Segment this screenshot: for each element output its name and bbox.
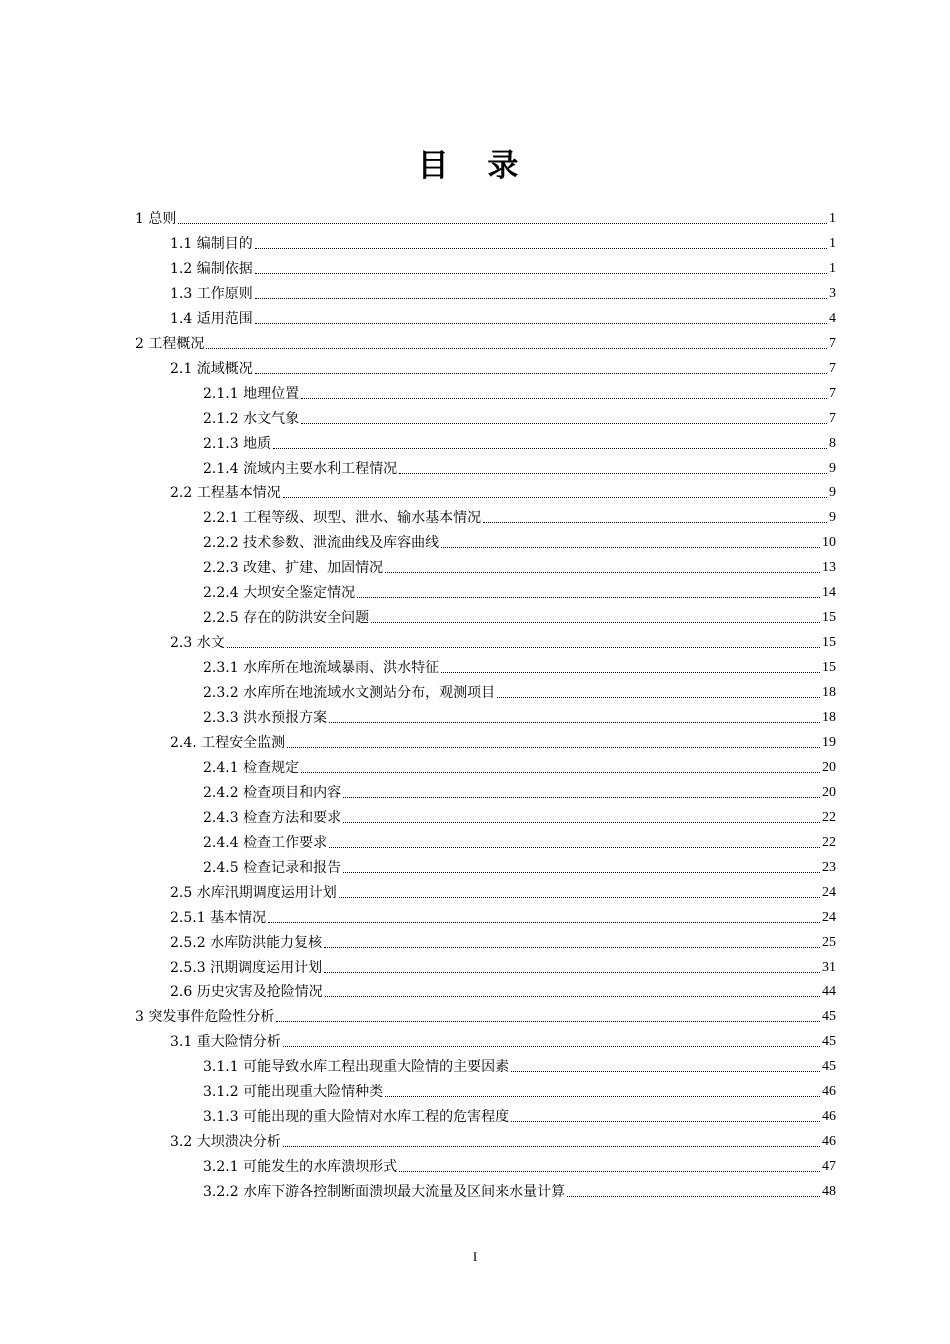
toc-entry-page: 24	[822, 884, 836, 900]
toc-entry[interactable]	[135, 208, 836, 230]
toc-entry-page: 25	[822, 934, 836, 950]
toc-entry-label: 2.5 水库汛期调度运用计划	[170, 884, 337, 901]
toc-leader-dots	[268, 920, 820, 923]
toc-leader-dots	[441, 670, 820, 673]
toc-entry[interactable]	[170, 258, 836, 280]
toc-entry[interactable]	[170, 882, 836, 904]
toc-entry-label: 2.2.4 大坝安全鉴定情况	[203, 585, 356, 602]
toc-entry[interactable]	[170, 932, 836, 954]
toc-entry-page: 8	[829, 435, 836, 451]
toc-entry[interactable]	[203, 458, 836, 480]
toc-entry-page: 45	[822, 1034, 836, 1050]
toc-entry-label: 3.2.1 可能发生的水库溃坝形式	[203, 1159, 398, 1176]
toc-entry[interactable]	[203, 1106, 836, 1128]
page-number: I	[472, 1249, 478, 1264]
toc-entry-page: 1	[829, 260, 836, 276]
toc-entry-page: 20	[822, 784, 836, 800]
toc-entry-label: 2.6 历史灾害及抢险情况	[170, 984, 323, 1001]
toc-entry-label: 2.2.5 存在的防洪安全问题	[203, 610, 370, 627]
toc-entry[interactable]	[170, 957, 836, 979]
toc-entry[interactable]	[203, 607, 836, 629]
toc-entry[interactable]	[203, 507, 836, 529]
toc-entry[interactable]	[203, 557, 836, 579]
toc-leader-dots	[283, 1044, 820, 1047]
toc-entry-label: 3 突发事件危险性分析	[135, 1009, 275, 1026]
toc-entry-page: 45	[822, 1059, 836, 1075]
toc-entry[interactable]	[170, 732, 836, 754]
toc-entry[interactable]	[203, 657, 836, 679]
toc-entry-label: 2.1 流域概况	[170, 360, 253, 377]
toc-entry[interactable]	[203, 782, 836, 804]
toc-entry-page: 13	[822, 560, 836, 576]
toc-entry-page: 15	[822, 635, 836, 651]
toc-entry[interactable]	[135, 333, 836, 355]
toc-entry-label: 3.2 大坝溃决分析	[170, 1134, 281, 1151]
toc-entry-page: 1	[829, 211, 836, 226]
toc-entry[interactable]	[203, 857, 836, 879]
toc-entry-page: 47	[822, 1159, 836, 1175]
toc-entry-page: 15	[822, 660, 836, 676]
toc-entry-label: 1.1 编制目的	[170, 235, 253, 252]
toc-leader-dots	[227, 645, 820, 648]
toc-entry-page: 14	[822, 585, 836, 601]
toc-leader-dots	[283, 495, 827, 498]
toc-entry-page: 31	[822, 959, 836, 975]
toc-leader-dots	[511, 1119, 820, 1122]
toc-leader-dots	[385, 570, 820, 573]
toc-entry[interactable]	[203, 832, 836, 854]
toc-entry-page: 15	[822, 610, 836, 626]
toc-entry[interactable]	[170, 1031, 836, 1053]
toc-leader-dots	[483, 520, 827, 523]
toc-leader-dots	[329, 845, 820, 848]
toc-entry-page: 18	[822, 685, 836, 701]
toc-entry-label: 3.1.3 可能出现的重大险情对水库工程的危害程度	[203, 1109, 510, 1126]
toc-entry-page: 18	[822, 710, 836, 725]
toc-entry-page: 9	[829, 485, 836, 501]
toc-leader-dots	[567, 1194, 820, 1197]
toc-entry[interactable]	[203, 532, 836, 554]
toc-leader-dots	[324, 970, 820, 973]
toc-entry-label: 1.2 编制依据	[170, 260, 253, 277]
toc-entry[interactable]	[203, 1181, 836, 1203]
toc-leader-dots	[371, 620, 820, 623]
toc-entry[interactable]	[203, 408, 836, 430]
toc-entry-label: 1.3 工作原则	[170, 285, 253, 302]
toc-entry[interactable]	[170, 283, 836, 305]
toc-entry-label: 2.4. 工程安全监测	[170, 734, 286, 751]
toc-entry-page: 46	[822, 1084, 836, 1100]
toc-leader-dots	[255, 246, 827, 249]
toc-entry-page: 46	[822, 1109, 836, 1125]
toc-entry[interactable]	[203, 582, 836, 604]
toc-leader-dots	[325, 994, 820, 997]
toc-entry-page: 1	[829, 235, 836, 251]
toc-entry-page: 3	[829, 285, 836, 301]
toc-entry[interactable]	[170, 358, 836, 380]
toc-entry-label: 2.2.3 改建、扩建、加固情况	[203, 560, 384, 577]
toc-leader-dots	[343, 820, 820, 823]
toc-entry-label: 2.4.1 检查规定	[203, 759, 300, 776]
toc-entry-label: 2 工程概况	[135, 335, 205, 352]
toc-leader-dots	[497, 695, 820, 698]
toc-leader-dots	[255, 271, 827, 274]
toc-leader-dots	[206, 346, 827, 349]
toc-entry-label: 2.2.2 技术参数、泄流曲线及库容曲线	[203, 535, 440, 552]
toc-leader-dots	[255, 371, 827, 374]
toc-entry[interactable]	[135, 1006, 836, 1028]
toc-leader-dots	[178, 221, 827, 224]
toc-entry-label: 2.5.2 水库防洪能力复核	[170, 934, 323, 951]
toc-leader-dots	[343, 870, 820, 873]
toc-entry-label: 2.2 工程基本情况	[170, 485, 281, 502]
toc-entry[interactable]	[170, 1131, 836, 1153]
toc-entry-page: 7	[829, 360, 836, 376]
toc-leader-dots	[287, 745, 820, 748]
toc-entry-page: 24	[822, 909, 836, 925]
toc-entry-label: 2.3 水文	[170, 635, 225, 652]
toc-leader-dots	[385, 1094, 820, 1097]
toc-entry-label: 1.4 适用范围	[170, 310, 253, 327]
toc-entry[interactable]	[203, 682, 836, 704]
toc-entry-page: 23	[822, 859, 836, 875]
toc-entry-label: 2.5.3 汛期调度运用计划	[170, 959, 323, 976]
toc-leader-dots	[255, 296, 827, 299]
toc-leader-dots	[511, 1069, 820, 1072]
toc-entry-page: 48	[822, 1184, 836, 1200]
toc-entry-label: 2.2.1 工程等级、坝型、泄水、输水基本情况	[203, 510, 482, 527]
toc-entry[interactable]	[170, 482, 836, 504]
toc-entry-page: 7	[829, 335, 836, 351]
toc-entry[interactable]	[203, 1156, 836, 1178]
toc-entry-page: 7	[829, 410, 836, 426]
toc-leader-dots	[255, 321, 827, 324]
toc-entry-page: 44	[822, 984, 836, 1000]
toc-entry[interactable]	[203, 1081, 836, 1103]
toc-entry-page: 4	[829, 310, 836, 326]
toc-entry[interactable]	[203, 433, 836, 455]
toc-entry-label: 2.3.2 水库所在地流域水文测站分布，观测项目	[203, 685, 496, 702]
toc-entry-label: 2.1.1 地理位置	[203, 385, 300, 402]
toc-leader-dots	[399, 471, 827, 474]
toc-entry-label: 3.2.2 水库下游各控制断面溃坝最大流量及区间来水量计算	[203, 1184, 566, 1201]
toc-entry-page: 20	[822, 759, 836, 775]
toc-entry[interactable]	[170, 233, 836, 255]
toc-leader-dots	[273, 446, 827, 449]
toc-entry[interactable]	[203, 757, 836, 779]
toc-leader-dots	[283, 1144, 820, 1147]
toc-leader-dots	[357, 595, 820, 598]
toc-leader-dots	[343, 795, 820, 798]
toc-entry-label: 3.1.1 可能导致水库工程出现重大险情的主要因素	[203, 1059, 510, 1076]
toc-leader-dots	[399, 1169, 820, 1172]
toc-entry[interactable]	[203, 707, 836, 729]
toc-entry-label: 3.1 重大险情分析	[170, 1034, 281, 1051]
toc-leader-dots	[339, 895, 820, 898]
toc-leader-dots	[329, 720, 820, 723]
toc-leader-dots	[276, 1019, 820, 1022]
toc-entry-page: 22	[822, 809, 836, 825]
toc-entry-label: 2.1.2 水文气象	[203, 410, 300, 427]
toc-entry-page: 9	[829, 510, 836, 526]
toc-entry-label: 2.5.1 基本情况	[170, 909, 267, 926]
toc-leader-dots	[301, 770, 820, 773]
toc-entry[interactable]	[170, 308, 836, 330]
toc-entry-page: 9	[829, 460, 836, 476]
toc-entry[interactable]	[170, 981, 836, 1003]
toc-leader-dots	[301, 421, 827, 424]
toc-entry[interactable]	[203, 1056, 836, 1078]
toc-entry-page: 46	[822, 1134, 836, 1150]
toc-entry-label: 2.1.4 流域内主要水利工程情况	[203, 460, 398, 477]
toc-entry[interactable]	[203, 383, 836, 405]
toc-entry-label: 2.3.1 水库所在地流域暴雨、洪水特征	[203, 660, 440, 677]
toc-entry[interactable]	[203, 807, 836, 829]
toc-entry-label: 2.1.3 地质	[203, 435, 272, 452]
toc-entry[interactable]	[170, 907, 836, 929]
toc-entry-label: 2.4.5 检查记录和报告	[203, 859, 342, 876]
toc-leader-dots	[301, 396, 827, 399]
toc-entry-page: 7	[829, 385, 836, 401]
toc-entry-label: 1 总则	[135, 211, 177, 227]
page-title: 目 录	[417, 148, 533, 184]
toc-leader-dots	[441, 545, 820, 548]
toc-entry-label: 2.3.3 洪水预报方案	[203, 710, 328, 726]
toc-entry-page: 45	[822, 1009, 836, 1025]
toc-entry-page: 22	[822, 834, 836, 850]
toc-entry-page: 10	[822, 535, 836, 551]
toc-entry-label: 3.1.2 可能出现重大险情种类	[203, 1084, 384, 1101]
toc-leader-dots	[324, 945, 820, 948]
toc-entry-label: 2.4.4 检查工作要求	[203, 834, 328, 851]
toc-entry-label: 2.4.2 检查项目和内容	[203, 784, 342, 801]
toc-entry-page: 19	[822, 734, 836, 750]
toc-entry-label: 2.4.3 检查方法和要求	[203, 809, 342, 826]
toc-entry[interactable]	[170, 632, 836, 654]
